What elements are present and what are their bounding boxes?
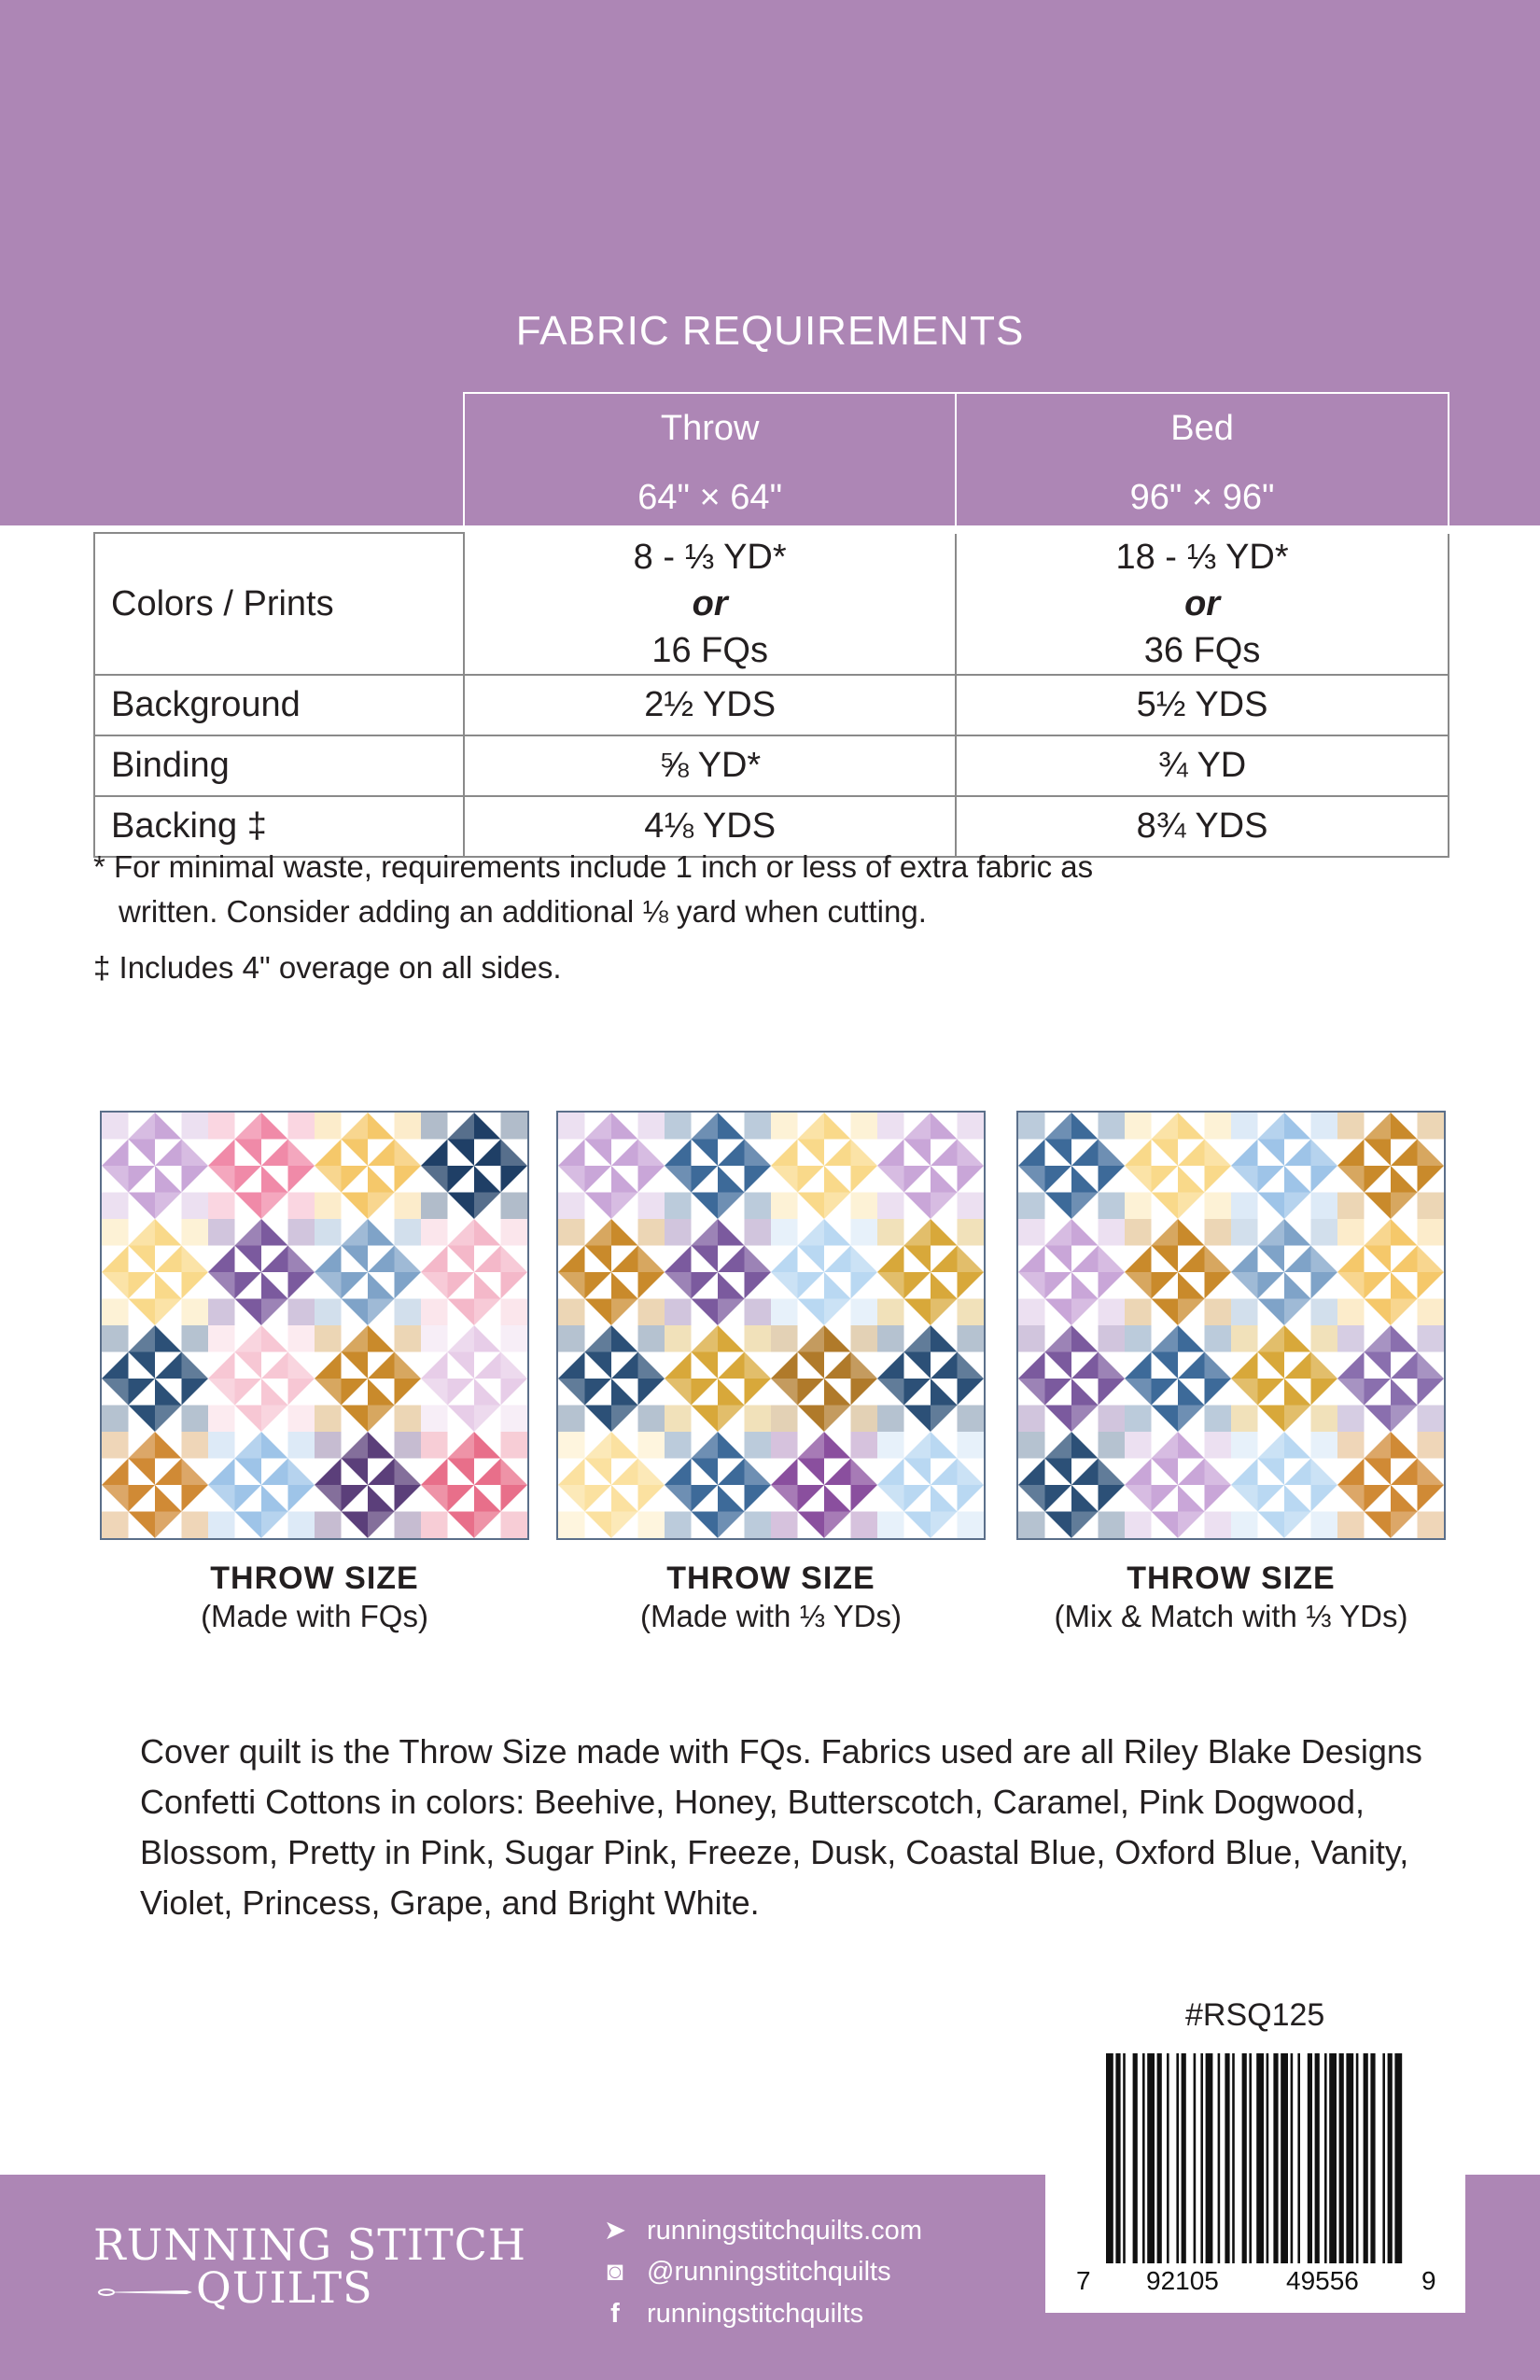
quilt-block — [421, 1432, 527, 1538]
footnotes — [93, 845, 1093, 990]
barcode-bar — [1218, 2053, 1221, 2263]
quilt-block — [208, 1219, 315, 1325]
table-header-row — [94, 393, 1449, 533]
quilt-block — [421, 1219, 527, 1325]
cover-note: Cover quilt is the Throw Size made with FQs. Fabrics used are all Riley Blake Designs Confetti Cottons in colors: Beehive, Honey, Butterscotch, Caramel, Pink Dogwood, Blossom, Pretty in Pink, Sugar Pink, Freeze, Dusk, Coastal Blue, Oxford Blue, Vanity, Violet, Princess, Grape, and Bright White. — [140, 1732, 1422, 1922]
quilt-block — [1337, 1325, 1444, 1432]
contact-instagram[interactable] — [602, 2257, 891, 2288]
quilt-block — [877, 1432, 984, 1538]
quilt-image-3 — [1016, 1111, 1446, 1540]
facebook-handle[interactable]: runningstitchquilts — [647, 2299, 864, 2329]
quilt-block — [1018, 1113, 1125, 1219]
quilt-block — [315, 1113, 421, 1219]
barcode-bar — [1225, 2053, 1229, 2263]
quilt-block — [1337, 1219, 1444, 1325]
row-label: Binding — [94, 735, 464, 796]
quilt-block — [102, 1325, 208, 1432]
barcode-bar — [1346, 2053, 1353, 2263]
quilt-block — [877, 1325, 984, 1432]
cell-throw-backing: 4⅛ YDS — [464, 796, 956, 857]
footnote-asterisk-1: * For minimal waste, requirements include 1 inch or less of extra fabric as — [93, 849, 1094, 884]
barcode-bar — [1308, 2053, 1312, 2263]
logo-line-2: QUILTS — [196, 2262, 373, 2313]
barcode-bar — [1315, 2053, 1320, 2263]
needle-icon — [93, 2283, 196, 2302]
barcode-bar — [1232, 2053, 1235, 2263]
quilt-block — [665, 1113, 771, 1219]
fabric-requirements-table — [93, 392, 1449, 858]
quilt-block — [102, 1219, 208, 1325]
instagram-handle[interactable]: @runningstitchquilts — [647, 2257, 891, 2287]
cell-line: 36 FQs — [1143, 631, 1261, 670]
barcode-bar — [1147, 2053, 1155, 2263]
quilt-block — [558, 1219, 665, 1325]
barcode-bar — [1242, 2053, 1247, 2263]
quilt-title-2: THROW SIZE — [666, 1561, 875, 1596]
quilt-block — [1125, 1325, 1231, 1432]
table-corner — [94, 393, 464, 533]
quilt-card-3 — [1016, 1111, 1446, 1634]
row-label: Backing ‡ — [94, 796, 464, 857]
barcode-digits-right: 49556 — [1286, 2266, 1359, 2295]
table-row — [94, 735, 1449, 796]
barcode-bar — [1356, 2053, 1359, 2263]
quilt-block — [1018, 1219, 1125, 1325]
barcode-bar — [1106, 2053, 1113, 2263]
sku-number: #RSQ125 — [1185, 1997, 1325, 2033]
barcode-bar — [1324, 2053, 1327, 2263]
barcode-bar — [1256, 2053, 1264, 2263]
cell-throw-binding: ⅝ YD* — [464, 735, 956, 796]
row-label: Background — [94, 675, 464, 735]
quilt-block — [877, 1113, 984, 1219]
barcode-bar — [1339, 2053, 1344, 2263]
barcode-bar — [1123, 2053, 1126, 2263]
cell-or: or — [1184, 584, 1221, 623]
row-label: Colors / Prints — [94, 533, 464, 675]
barcode-bar — [1329, 2053, 1337, 2263]
quilt-block — [665, 1325, 771, 1432]
barcode-bar — [1364, 2053, 1368, 2263]
quilt-card-1 — [100, 1111, 529, 1634]
header-throw-name: Throw — [660, 409, 760, 448]
cell-throw-background: 2½ YDS — [464, 675, 956, 735]
barcode-bars — [1045, 2035, 1465, 2313]
barcode-bar — [1388, 2053, 1393, 2263]
quilt-block — [1337, 1432, 1444, 1538]
quilt-block — [102, 1432, 208, 1538]
quilt-title-3: THROW SIZE — [1127, 1561, 1336, 1596]
cursor-icon: ➤ — [603, 2216, 627, 2246]
quilt-block — [1231, 1432, 1337, 1538]
cell-throw-colors — [464, 533, 956, 675]
cell-bed-colors — [956, 533, 1449, 675]
barcode-bar — [1157, 2053, 1162, 2263]
quilt-block — [208, 1113, 315, 1219]
quilt-block — [1231, 1325, 1337, 1432]
barcode-bar — [1182, 2053, 1186, 2263]
quilt-subtitle-1: (Made with FQs) — [201, 1599, 428, 1633]
barcode-bar — [1142, 2053, 1145, 2263]
quilt-block — [1231, 1219, 1337, 1325]
quilt-block — [1125, 1219, 1231, 1325]
quilt-block — [315, 1432, 421, 1538]
barcode-bar — [1370, 2053, 1375, 2263]
quilt-block — [771, 1432, 877, 1538]
quilt-image-1 — [100, 1111, 529, 1540]
facebook-icon: f — [610, 2299, 620, 2329]
contact-website[interactable] — [602, 2214, 922, 2247]
quilt-block — [558, 1113, 665, 1219]
barcode-bar — [1115, 2053, 1120, 2263]
quilt-block — [665, 1432, 771, 1538]
cell-line: 18 - ⅓ YD* — [1115, 538, 1289, 577]
footnote-asterisk-2: written. Consider adding an additional ⅛ yard when cutting. — [119, 894, 927, 929]
quilt-block — [1018, 1325, 1125, 1432]
barcode-bar — [1206, 2053, 1213, 2263]
header-throw-size: 64" × 64" — [637, 478, 783, 517]
footnote-double-dagger: ‡ Includes 4" overage on all sides. — [93, 950, 562, 985]
barcode-bar — [1297, 2053, 1300, 2263]
quilt-image-2 — [556, 1111, 986, 1540]
quilt-block — [665, 1219, 771, 1325]
barcode-bar — [1394, 2053, 1402, 2263]
quilt-block — [421, 1325, 527, 1432]
barcode-digit-check: 9 — [1421, 2266, 1436, 2295]
quilt-block — [558, 1325, 665, 1432]
cell-bed-binding: ¾ YD — [956, 735, 1449, 796]
quilt-block — [1018, 1432, 1125, 1538]
quilt-block — [421, 1113, 527, 1219]
quilt-block — [208, 1325, 315, 1432]
instagram-icon: ◙ — [607, 2257, 623, 2287]
barcode-bar — [1273, 2053, 1278, 2263]
brand-logo — [93, 2219, 526, 2313]
quilt-block — [1125, 1113, 1231, 1219]
barcode — [1045, 2035, 1465, 2313]
header-throw — [464, 393, 956, 533]
quilt-title-1: THROW SIZE — [210, 1561, 419, 1596]
quilt-block — [877, 1219, 984, 1325]
cell-line: 16 FQs — [651, 631, 768, 670]
quilt-block — [558, 1432, 665, 1538]
barcode-bar — [1133, 2053, 1138, 2263]
quilt-block — [208, 1432, 315, 1538]
table-row — [94, 675, 1449, 735]
quilt-block — [771, 1325, 877, 1432]
barcode-bar — [1281, 2053, 1288, 2263]
quilt-block — [771, 1113, 877, 1219]
barcode-bar — [1167, 2053, 1169, 2263]
quilt-block — [1337, 1113, 1444, 1219]
cell-bed-background: 5½ YDS — [956, 675, 1449, 735]
quilt-block — [315, 1219, 421, 1325]
barcode-bar — [1249, 2053, 1252, 2263]
cell-line: 8 - ⅓ YD* — [633, 538, 787, 577]
quilt-subtitle-3: (Mix & Match with ⅓ YDs) — [1054, 1599, 1408, 1633]
contact-facebook[interactable] — [602, 2299, 863, 2330]
header-bed-size: 96" × 96" — [1129, 478, 1275, 517]
quilt-block — [1231, 1113, 1337, 1219]
barcode-digits-left: 92105 — [1146, 2266, 1219, 2295]
barcode-digit-lead: 7 — [1076, 2266, 1091, 2295]
quilt-block — [102, 1113, 208, 1219]
cell-or: or — [692, 584, 728, 623]
website-link[interactable]: runningstitchquilts.com — [647, 2216, 922, 2246]
logo-line-1: RUNNING STITCH — [93, 2219, 527, 2270]
header-bed-name: Bed — [1170, 409, 1234, 448]
barcode-bar — [1291, 2053, 1294, 2263]
cell-bed-backing: 8¾ YDS — [956, 796, 1449, 857]
barcode-bar — [1267, 2053, 1269, 2263]
quilt-block — [771, 1219, 877, 1325]
barcode-bar — [1200, 2053, 1203, 2263]
quilt-card-2 — [556, 1111, 986, 1634]
table-row — [94, 533, 1449, 675]
barcode-bar — [1194, 2053, 1197, 2263]
quilt-block — [1125, 1432, 1231, 1538]
quilt-block — [315, 1325, 421, 1432]
barcode-bar — [1382, 2053, 1385, 2263]
header-bed — [956, 393, 1449, 533]
section-title: FABRIC REQUIREMENTS — [515, 308, 1025, 354]
barcode-bar — [1176, 2053, 1179, 2263]
quilt-subtitle-2: (Made with ⅓ YDs) — [640, 1599, 902, 1633]
